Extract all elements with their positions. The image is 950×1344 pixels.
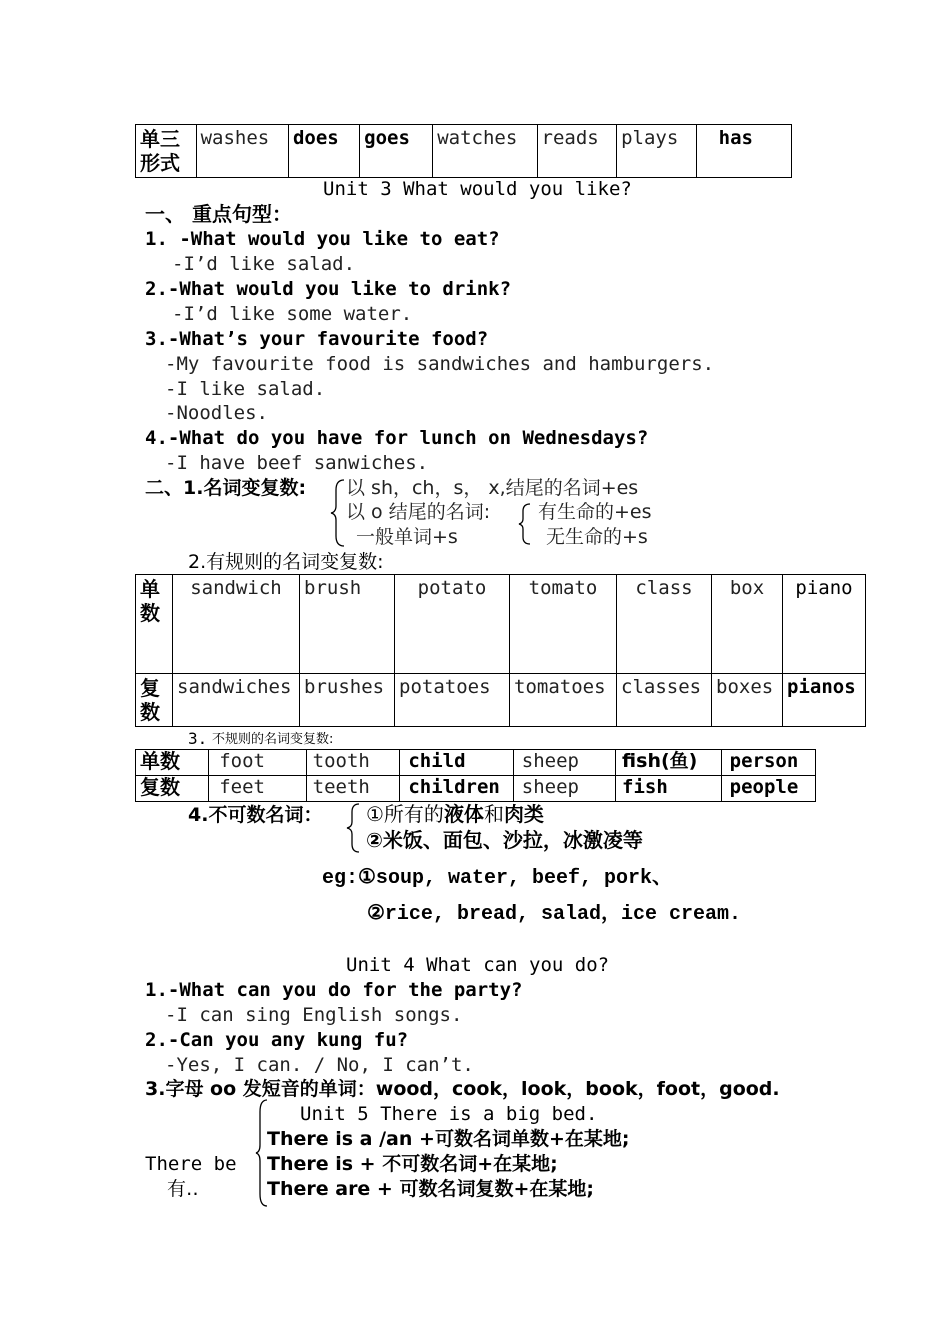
table-cell: class bbox=[617, 575, 712, 674]
table-cell: reads bbox=[537, 125, 617, 178]
table-cell: brushes bbox=[300, 674, 395, 727]
table-cell: plays bbox=[617, 125, 697, 178]
uncountable-prefix: ①所有的 bbox=[366, 802, 444, 826]
question: 1.-What can you do for the party? bbox=[145, 979, 523, 1001]
row-label-singular: 单数 bbox=[136, 750, 209, 776]
table-cell: fish bbox=[616, 776, 722, 802]
irregular-plural-table bbox=[135, 749, 816, 802]
table-cell: teeth bbox=[306, 776, 400, 802]
irregular-heading: 不规则的名词变复数: bbox=[212, 732, 334, 747]
question: 1. -What would you like to eat? bbox=[145, 228, 500, 250]
row-label-plural: 复数 bbox=[136, 776, 209, 802]
uncountable-liquid: 液体 bbox=[443, 802, 484, 826]
table-cell: potato bbox=[395, 575, 510, 674]
table-cell: fish(鱼) bbox=[616, 750, 722, 776]
third-person-table bbox=[135, 124, 792, 178]
there-be-rule: There are + 可数名词复数+在某地; bbox=[267, 1178, 594, 1200]
table-cell: sheep bbox=[513, 776, 615, 802]
answer: -Noodles. bbox=[165, 402, 268, 424]
unit5-title: Unit 5 There is a big bed. bbox=[300, 1103, 598, 1125]
section2-label: 二、1.名词变复数: bbox=[145, 477, 307, 499]
table-cell: people bbox=[721, 776, 815, 802]
uncountable-foods: ②米饭、面包、沙拉，冰激凌等 bbox=[366, 828, 643, 852]
uncountable-and: 和 bbox=[483, 802, 504, 826]
rule-animate: 有生命的+es bbox=[538, 501, 652, 523]
table-cell: piano bbox=[783, 575, 866, 674]
table-cell: tomato bbox=[510, 575, 617, 674]
brace-icon bbox=[518, 502, 532, 546]
rule-general: 一般单词+s bbox=[356, 526, 458, 548]
table-cell: sandwich bbox=[173, 575, 300, 674]
table-cell: pianos bbox=[783, 674, 866, 727]
question: 4.-What do you have for lunch on Wednesdays? bbox=[145, 427, 649, 449]
unit4-title: Unit 4 What can you do? bbox=[346, 954, 610, 976]
uncountable-meat: 肉类 bbox=[503, 802, 544, 826]
table-cell: has bbox=[696, 125, 791, 178]
brace-icon bbox=[345, 802, 361, 854]
answer: -My favourite food is sandwiches and hamburgers. bbox=[165, 353, 715, 375]
rule-sh-ch: 以 sh，ch，s， x,结尾的名词+es bbox=[346, 477, 639, 499]
row-label-plural: 复数 bbox=[136, 674, 173, 727]
table-cell: washes bbox=[196, 125, 288, 178]
table-cell: boxes bbox=[712, 674, 783, 727]
uncountable-liquids-meats bbox=[366, 801, 544, 827]
table-cell: child bbox=[400, 750, 513, 776]
brace-icon bbox=[330, 478, 346, 548]
table-cell: box bbox=[712, 575, 783, 674]
table-header: 单三形式 bbox=[136, 125, 197, 178]
there-be-label: There be bbox=[145, 1153, 237, 1175]
rule-o-ending: 以 o 结尾的名词: bbox=[346, 501, 491, 523]
unit3-title: Unit 3 What would you like? bbox=[323, 178, 632, 200]
regular-plural-table bbox=[135, 574, 866, 727]
table-cell: classes bbox=[617, 674, 712, 727]
table-cell: goes bbox=[360, 125, 433, 178]
uncountable-label: 4.不可数名词： bbox=[188, 804, 323, 826]
table-cell: potatoes bbox=[395, 674, 510, 727]
answer: -I like salad. bbox=[165, 378, 326, 400]
table-cell: person bbox=[721, 750, 815, 776]
table-cell: foot bbox=[209, 750, 306, 776]
rule-inanimate: 无生命的+s bbox=[546, 526, 648, 548]
question: 2.-What would you like to drink? bbox=[145, 278, 512, 300]
table-cell: sandwiches bbox=[173, 674, 300, 727]
answer: -I’d like some water. bbox=[172, 303, 413, 325]
irregular-num: 3. bbox=[188, 729, 208, 748]
answer: -I have beef sanwiches. bbox=[165, 452, 429, 474]
oo-words-line: 3.字母 oo 发短音的单词：wood，cook，look，book，foot，good. bbox=[145, 1078, 780, 1100]
table-cell: tooth bbox=[306, 750, 400, 776]
table-cell: feet bbox=[209, 776, 306, 802]
question: 3.-What’s your favourite food? bbox=[145, 328, 489, 350]
answer: -I can sing English songs. bbox=[165, 1004, 463, 1026]
example-line-2: ②rice, bread, salad，ice cream. bbox=[367, 903, 741, 926]
example-line-1: eg:①soup, water, beef, pork、 bbox=[322, 867, 672, 890]
answer: -Yes, I can. / No, I can’t. bbox=[165, 1054, 474, 1076]
table-cell: tomatoes bbox=[510, 674, 617, 727]
table-cell: brush bbox=[300, 575, 395, 674]
question: 2.-Can you any kung fu? bbox=[145, 1029, 409, 1051]
table-cell: does bbox=[288, 125, 359, 178]
table-cell: watches bbox=[433, 125, 537, 178]
there-be-rule: There is a /an +可数名词单数+在某地; bbox=[267, 1128, 630, 1150]
there-be-meaning: 有‥ bbox=[167, 1178, 199, 1200]
answer: -I’d like salad. bbox=[172, 253, 356, 275]
section1-heading: 一、 重点句型： bbox=[145, 202, 292, 226]
regular-heading: 2.有规则的名词变复数: bbox=[188, 551, 384, 573]
there-be-rule: There is + 不可数名词+在某地; bbox=[267, 1153, 558, 1175]
table-cell: children bbox=[400, 776, 513, 802]
row-label-singular: 单数 bbox=[136, 575, 173, 674]
table-cell: sheep bbox=[513, 750, 615, 776]
